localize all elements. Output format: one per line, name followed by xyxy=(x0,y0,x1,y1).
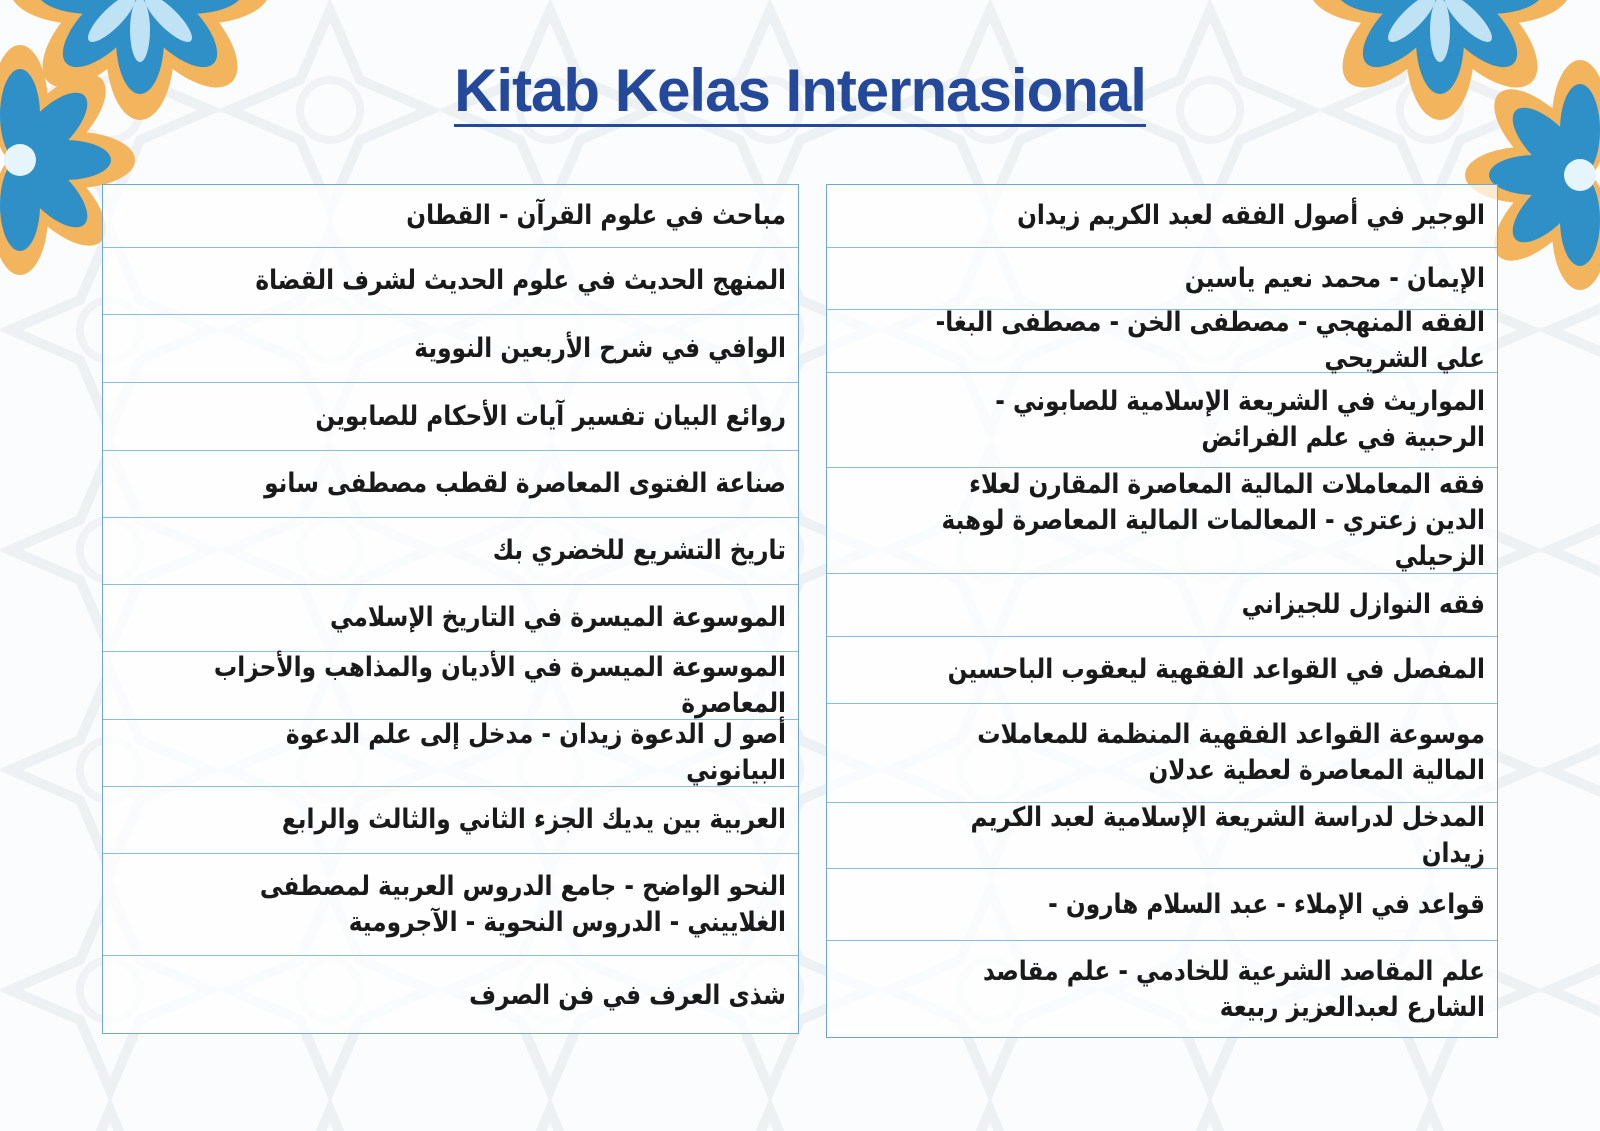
book-title: صناعة الفتوى المعاصرة لقطب مصطفى سانو xyxy=(264,468,786,499)
book-list-item xyxy=(827,373,1497,468)
book-list-left xyxy=(102,184,799,1034)
book-list-item xyxy=(827,574,1497,637)
book-list-item xyxy=(103,956,798,1035)
book-list-item xyxy=(103,451,798,518)
book-list-item xyxy=(827,869,1497,941)
book-title: الموسوعة الميسرة في التاريخ الإسلامي xyxy=(330,602,786,633)
book-list-item xyxy=(103,248,798,315)
book-list-item xyxy=(827,803,1497,869)
book-list-item xyxy=(103,787,798,854)
book-title: الإيمان - محمد نعيم ياسين xyxy=(1184,262,1485,294)
book-list-item xyxy=(103,854,798,956)
book-title: قواعد في الإملاء - عبد السلام هارون - xyxy=(1048,888,1485,920)
book-list-item xyxy=(827,468,1497,574)
book-title: العربية بين يديك الجزء الثاني والثالث والرابع xyxy=(281,804,786,835)
book-title: فقه النوازل للجيزاني xyxy=(1241,589,1485,620)
book-title: روائع البيان تفسير آيات الأحكام للصابوين xyxy=(315,400,786,432)
book-title: النحو الواضح - جامع الدروس العربية لمصطفى الغلاييني - الدروس النحوية - الآجرومية xyxy=(259,870,786,938)
book-list-item xyxy=(827,941,1497,1039)
book-list-item xyxy=(827,307,1497,374)
book-list-item xyxy=(103,383,798,451)
book-list-item xyxy=(103,315,798,383)
book-list-item xyxy=(103,720,798,787)
book-title: مباحث في علوم القرآن - القطان xyxy=(406,200,786,231)
book-list-item xyxy=(827,248,1497,310)
book-list-item xyxy=(103,585,798,652)
book-title: موسوعة القواعد الفقهية المنظمة للمعاملات المالية المعاصرة لعطية عدلان xyxy=(977,719,1485,786)
book-list-item xyxy=(103,652,798,720)
book-title: الموسوعة الميسرة في الأديان والمذاهب والأحزاب المعاصرة xyxy=(213,651,787,719)
book-list-item xyxy=(103,185,798,248)
book-title: شذى العرف في فن الصرف xyxy=(469,979,786,1011)
book-title: الوجير في أصول الفقه لعبد الكريم زيدان xyxy=(1017,200,1485,231)
book-list-item xyxy=(827,185,1497,248)
book-list-item xyxy=(827,704,1497,803)
book-title: الوافي في شرح الأربعين النووية xyxy=(414,332,786,364)
book-title: أصو ل الدعوة زيدان - مدخل إلى علم الدعوة البيانوني xyxy=(285,719,786,786)
book-list-item xyxy=(827,637,1497,704)
book-title: الفقه المنهجي - مصطفى الخن - مصطفى البغا- علي الشريحي xyxy=(935,307,1485,374)
page-title: Kitab Kelas Internasional xyxy=(0,56,1600,126)
book-title: فقه المعاملات المالية المعاصرة المقارن لعلاء الدين زعتري - المعالمات المالية المعاصرة لوهبة الزحيلي xyxy=(941,468,1485,572)
book-title: المنهج الحديث في علوم الحديث لشرف القضاة xyxy=(255,265,786,296)
book-list-item xyxy=(103,518,798,585)
book-list-right xyxy=(826,184,1498,1038)
book-title: علم المقاصد الشرعية للخادمي - علم مقاصد الشارع لعبدالعزيز ربيعة xyxy=(982,956,1485,1023)
book-title: تاريخ التشريع للخضري بك xyxy=(492,535,786,566)
book-title: المدخل لدراسة الشريعة الإسلامية لعبد الكريم زيدان xyxy=(970,801,1485,869)
book-title: المفصل في القواعد الفقهية ليعقوب الباحسين xyxy=(947,654,1485,685)
book-title: المواريث في الشريعة الإسلامية للصابوني - الرحبية في علم الفرائض xyxy=(995,386,1485,453)
